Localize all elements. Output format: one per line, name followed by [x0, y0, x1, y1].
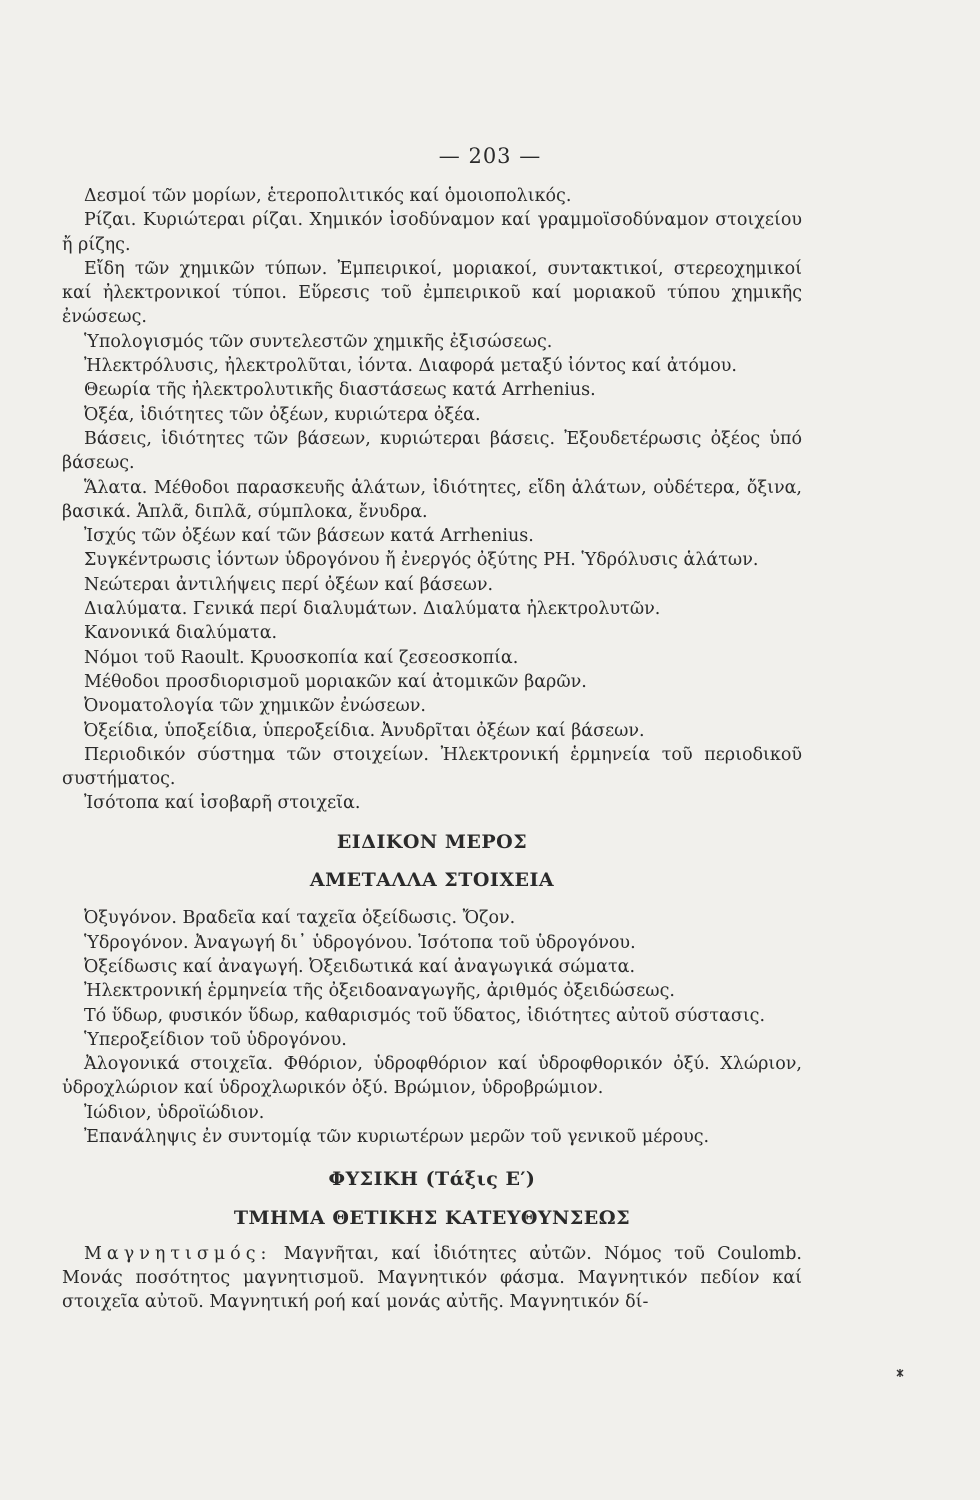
paragraph: Τό ὕδωρ, φυσικόν ὕδωρ, καθαρισμός τοῦ ὕδατος, ἰδιότητες αὐτοῦ σύστασις. — [84, 1005, 766, 1026]
ink-mark-icon — [895, 1368, 905, 1378]
paragraph: Ἅλατα. Μέθοδοι παρασκευῆς ἁλάτων, ἰδιότητες, εἴδη ἁλάτων, οὐδέτερα, ὄξινα, βασικά. Ἁπλᾶ, διπλᾶ, σύμπλοκα, ἔνυδρα. — [62, 477, 802, 522]
section-nonmetals — [62, 906, 802, 1149]
paragraph: Ὑδρογόνον. Ἀναγωγή δι᾽ ὑδρογόνου. Ἰσότοπα τοῦ ὑδρογόνου. — [84, 932, 636, 953]
paragraph: Κανονικά διαλύματα. — [84, 623, 278, 644]
paragraph: Ἰσχύς τῶν ὀξέων καί τῶν βάσεων κατά Arrhenius. — [84, 526, 534, 547]
paragraph: Ἰώδιον, ὑδροϊώδιον. — [84, 1102, 265, 1123]
paragraph: Διαλύματα. Γενικά περί διαλυμάτων. Διαλύματα ἠλεκτρολυτῶν. — [84, 599, 661, 620]
paragraph: Ὀξυγόνον. Βραδεῖα καί ταχεῖα ὀξείδωσις. Ὄζον. — [84, 908, 516, 929]
paragraph: Ὀξέα, ἰδιότητες τῶν ὀξέων, κυριώτερα ὀξέα. — [84, 404, 481, 425]
paragraph: Ἠλεκτρόλυσις, ἠλεκτρολῦται, ἰόντα. Διαφορά μεταξύ ἰόντος καί ἀτόμου. — [84, 356, 737, 377]
paragraph: Νόμοι τοῦ Raoult. Κρυοσκοπία καί ζεσεοσκοπία. — [84, 647, 519, 668]
paragraph: Ἠλεκτρονική ἑρμηνεία τῆς ὀξειδοαναγωγῆς, ἀριθμός ὀξειδώσεως. — [84, 981, 675, 1002]
paragraph: Ἀλογονικά στοιχεῖα. Φθόριον, ὑδροφθόριον καί ὑδροφθορικόν ὀξύ. Χλώριον, ὑδροχλώριον καί ὑδροχλωρικόν ὀξύ. Βρώμιον, ὑδροβρώμιον. — [62, 1054, 802, 1099]
magnetism-text: Μαγνῆται, καί ἰδιότητες αὐτῶν. Νόμος τοῦ Coulomb. Μονάς ποσότητος μαγνητισμοῦ. Μαγνητικόν φάσμα. Μαγνητικόν πεδίον καί στοιχεῖα αὐτοῦ. Μαγνητική ροή καί μονάς αὐτῆς. Μαγνητικόν δί- — [62, 1243, 802, 1313]
paragraph: Ἰσότοπα καί ἰσοβαρῆ στοιχεῖα. — [84, 793, 361, 814]
paragraph: Βάσεις, ἰδιότητες τῶν βάσεων, κυριώτεραι βάσεις. Ἐξουδετέρωσις ὀξέος ὑπό βάσεως. — [62, 428, 802, 474]
paragraph: Περιοδικόν σύστημα τῶν στοιχείων. Ἠλεκτρονική ἑρμηνεία τοῦ περιοδικοῦ συστήματος. — [62, 744, 802, 790]
paragraph: Ὀξείδωσις καί ἀναγωγή. Ὀξειδωτικά καί ἀναγωγικά σώματα. — [84, 956, 636, 977]
paragraph: Δεσμοί τῶν μορίων, ἑτεροπολιτικός καί ὁμοιοπολικός. — [84, 186, 572, 206]
paragraph: Θεωρία τῆς ἠλεκτρολυτικῆς διαστάσεως κατά Arrhenius. — [84, 380, 596, 401]
paragraph: Ὀξείδια, ὑποξείδια, ὑπεροξείδια. Ἀνυδρῖται ὀξέων καί βάσεων. — [84, 720, 645, 741]
body-text — [62, 184, 802, 1315]
paragraph: Εἴδη τῶν χημικῶν τύπων. Ἐμπειρικοί, μοριακοί, συντακτικοί, στερεοχημικοί καί ἠλεκτρονικοί τύποι. Εὕρεσις τοῦ ἐμπειρικοῦ καί μοριακοῦ τύπου χημικῆς ἐνώσεως. — [62, 258, 802, 328]
section-general-chemistry — [62, 184, 802, 816]
paragraph: Συγκέντρωσις ἰόντων ὑδρογόνου ἤ ἐνεργός ὀξύτης PH. Ὑδρόλυσις ἁλάτων. — [84, 550, 759, 571]
heading-nonmetals: ΑΜΕΤΑΛΛΑ ΣΤΟΙΧΕΙΑ — [309, 869, 555, 892]
paragraph: Ὑπεροξείδιον τοῦ ὑδρογόνου. — [84, 1029, 347, 1050]
paragraph: Ὑπολογισμός τῶν συντελεστῶν χημικῆς ἐξισώσεως. — [84, 331, 553, 352]
heading-department: ΤΜΗΜΑ ΘΕΤΙΚΗΣ ΚΑΤΕΥΘΥΝΣΕΩΣ — [233, 1206, 631, 1229]
paragraph: Μέθοδοι προσδιορισμοῦ μοριακῶν καί ἀτομικῶν βαρῶν. — [84, 671, 587, 692]
paragraph: Ἐπανάληψις ἐν συντομίᾳ τῶν κυριωτέρων μερῶν τοῦ γενικοῦ μέρους. — [84, 1126, 710, 1147]
heading-special-part: ΕΙΔΙΚΟΝ ΜΕΡΟΣ — [336, 830, 528, 853]
page-number: — 203 — — [438, 144, 542, 168]
term-magnetism: Μαγνητισμός: — [84, 1243, 272, 1264]
heading-physics: ΦΥΣΙΚΗ (Τάξις Ε′) — [328, 1168, 536, 1191]
paragraph: Νεώτεραι ἀντιλήψεις περί ὀξέων καί βάσεων. — [84, 574, 494, 595]
paragraph: Ὀνοματολογία τῶν χημικῶν ἐνώσεων. — [84, 696, 426, 717]
paragraph: Ρίζαι. Κυριώτεραι ρίζαι. Χημικόν ἰσοδύναμον καί γραμμοϊσοδύναμον στοιχείου ἤ ρίζης. — [62, 210, 802, 255]
section-magnetism — [62, 1242, 802, 1315]
paragraph-magnetism — [62, 1242, 802, 1315]
